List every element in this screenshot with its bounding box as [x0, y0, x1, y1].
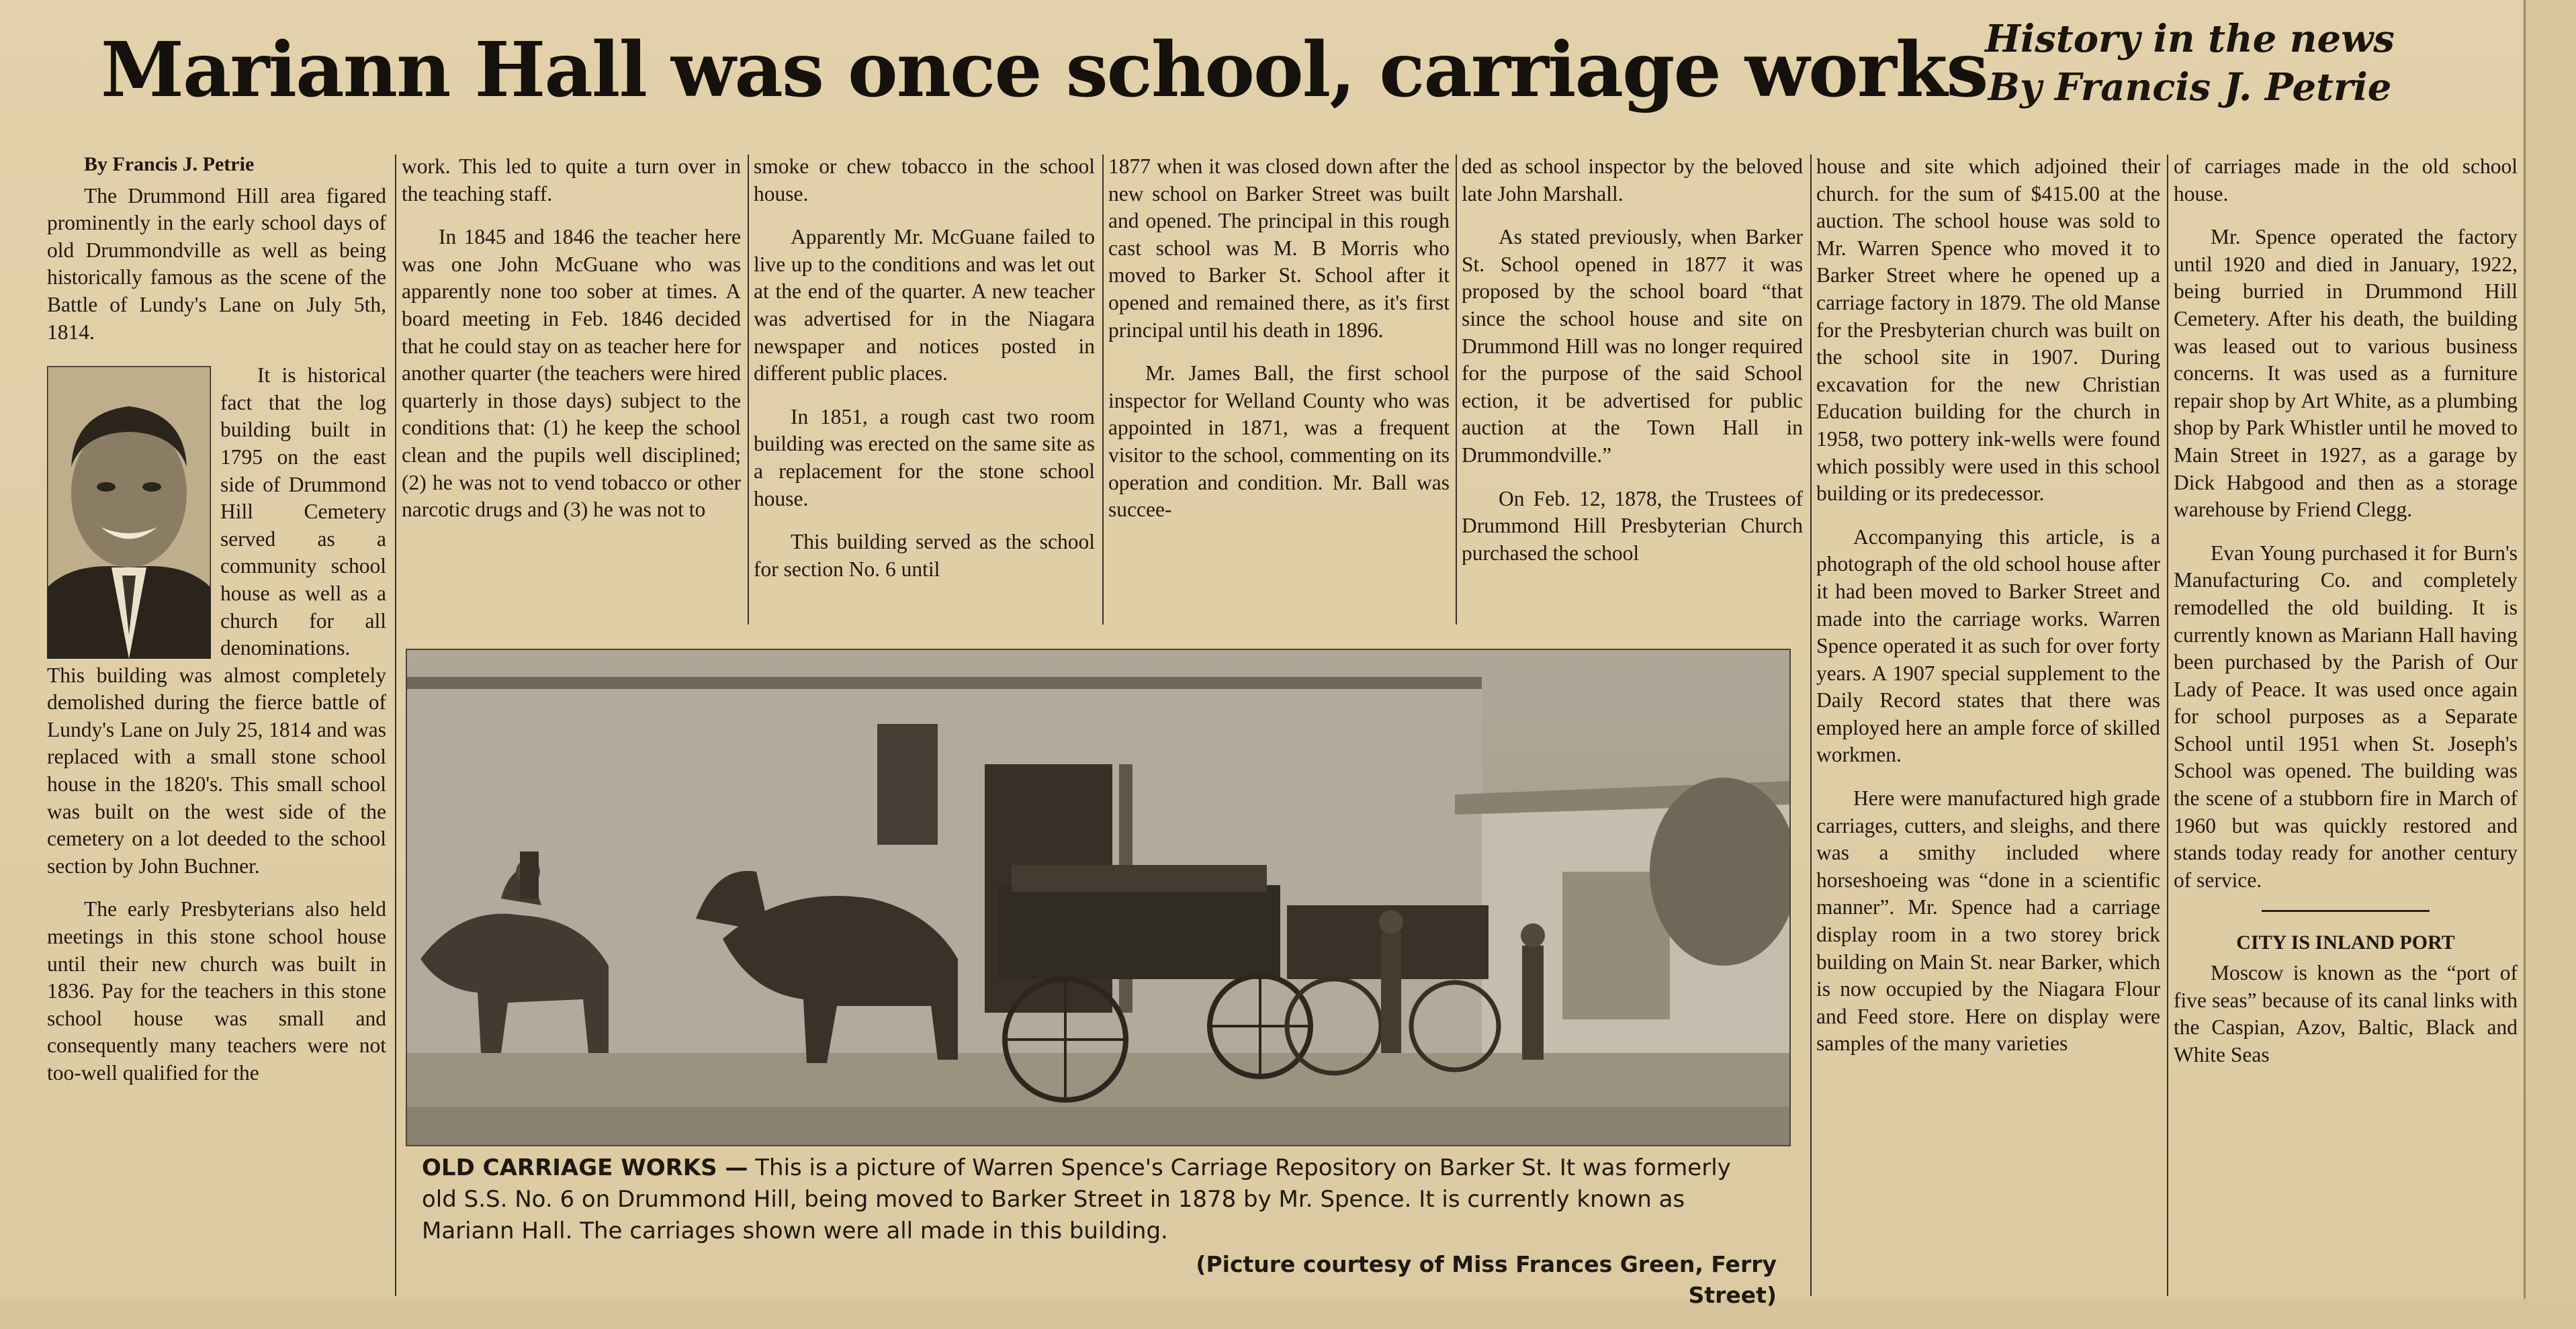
photo-caption — [422, 1152, 1772, 1247]
paragraph: smoke or chew tobacco in the school house. — [754, 154, 1095, 205]
paragraph: The Drummond Hill area figared prominently in the early school days of old Drummondville as well as being historically famous as the scene of the Battle of Lundy's Lane on July 5th, 1814. — [47, 183, 386, 344]
paragraph: This building served as the school for section No. 6 until — [754, 530, 1095, 581]
paragraph: The early Presbyterians also held meetings in this stone school house until their new church was built in 1836. Pay for the teachers in this stone school house was small and consequently many teachers were not too-well qualified for the — [47, 897, 386, 1085]
paragraph: of carriages made in the old school house. — [2174, 154, 2518, 205]
article-column-6 — [1816, 153, 2160, 1295]
kicker-title: History in the news — [1985, 17, 2395, 61]
brief-subhead: CITY IS INLAND PORT — [2236, 931, 2455, 954]
paragraph: In 1851, a rough cast two room building was erected on the same site as a replacement for the stone school house. — [754, 404, 1095, 510]
paragraph: work. This led to quite a turn over in the teaching staff. — [402, 154, 741, 205]
column-rule — [1102, 154, 1104, 625]
paragraph: In 1845 and 1846 the teacher here was one John McGuane who was apparently none too sober at times. A board meeting in Feb. 1846 decided that he could stay on as teacher here for another quarter (the teachers were hired quarterly in those days) subject to the conditions that: (1) he keep the school clean and the pupils well disciplined; (2) he was not to vend tobacco or other narcotic drugs and (3) he was not to — [402, 225, 741, 522]
column-rule — [748, 154, 749, 625]
column-rule — [1810, 154, 1812, 1296]
paragraph: It is historical fact that the log building built in 1795 on the east side of Drummond Hill Cemetery served as a community school house as well as a church for all denominations. This building was almost completely demolished during the fierce battle of Lundy's Lane on July 25, 1814 and was replaced with a small stone school house in the 1820's. This small school was built on the west side of the cemetery on a lot deeded to the school section by John Buchner. — [47, 363, 386, 878]
article-column-7 — [2174, 153, 2518, 1295]
column-rule — [1456, 154, 1457, 625]
paragraph: ded as school inspector by the beloved late John Marshall. — [1462, 154, 1803, 205]
paragraph: Mr. Spence operated the factory until 1920 and died in January, 1922, being burried in Drummond Hill Cemetery. After his death, the building was leased out to various business concerns. It was used as a furniture repair shop by Art White, as a plumbing shop by Park Whistler until he moved to Main Street in 1927, as a garage by Dick Habgood and then as a storage warehouse by Friend Clegg. — [2174, 225, 2518, 522]
article-column-1 — [47, 151, 386, 1293]
byline: By Francis J. Petrie — [84, 153, 255, 175]
paragraph: As stated previously, when Barker St. School opened in 1877 it was proposed by the school board “that since the school house and site on Drummond Hill was no longer required for the purpose of the said School ection, it be advertised for public auction at the Town Hall in Drummondville.” — [1462, 225, 1803, 467]
paragraph: Here were manufactured high grade carriages, cutters, and sleighs, and there was a smithy included where horseshoeing was “done in a scientific manner”. Mr. Spence had a carriage display room in a two storey brick building on Main St. near Barker, which is now occupied by the Niagara Flour and Feed store. Here on display were samples of the many varieties — [1816, 786, 2160, 1056]
article-column-3 — [754, 153, 1095, 625]
portrait-photo — [47, 366, 211, 659]
caption-text: This is a picture of Warren Spence's Carriage Repository on Barker St. It was formerly old S.S. No. 6 on Drummond Hill, being moved to Barker Street in 1878 by Mr. Spence. It is currently known as Mariann Hall. The carriages shown were all made in this building. — [422, 1154, 1731, 1244]
author-portrait — [47, 366, 211, 659]
paragraph: Accompanying this article, is a photograph of the old school house after it had been moved to Barker Street and made into the carriage works. Warren Spence operated it as such for over forty years. A 1907 special supplement to the Daily Record states that there was employed here an ample force of skilled workmen. — [1816, 524, 2160, 767]
paragraph: Evan Young purchased it for Burn's Manufacturing Co. and completely remodelled the old building. It is currently known as Mariann Hall having been purchased by the Parish of Our Lady of Peace. It was used once again for school purposes as a Separate School until 1951 when St. Joseph's School was opened. The building was the scene of a stubborn fire in March of 1960 but was quickly restored and stands today ready for another century of service. — [2174, 541, 2518, 892]
section-divider — [2262, 910, 2430, 912]
caption-heading: OLD CARRIAGE WORKS — — [422, 1154, 748, 1181]
column-rule — [395, 154, 396, 1296]
paragraph: 1877 when it was closed down after the new school on Barker Street was built and opened. The principal in this rough cast school was M. B Morris who moved to Barker St. School after it opened and remained there, as it's first principal until his death in 1896. — [1108, 154, 1450, 342]
paragraph: On Feb. 12, 1878, the Trustees of Drummond Hill Presbyterian Church purchased the school — [1462, 486, 1803, 565]
photo-credit: (Picture courtesy of Miss Frances Green, Ferry Street) — [1196, 1251, 1777, 1308]
paragraph: Mr. James Ball, the first school inspector for Welland County who was appointed in 1871, was a frequent visitor to the school, commenting on its operation and condition. Mr. Ball was succee- — [1108, 361, 1450, 522]
carriage-works-photo — [406, 649, 1791, 1146]
column-rule — [2167, 154, 2168, 1296]
headline: Mariann Hall was once school, carriage works — [101, 26, 1988, 114]
paragraph: house and site which adjoined their church. for the sum of $415.00 at the auction. The school house was sold to Mr. Warren Spence who moved it to Barker Street where he opened up a carriage factory in 1879. The old Manse for the Presbyterian church was built on the school site in 1907. During excavation for the new Christian Education building for the church in 1958, two pottery ink-wells were found which possibly were used in this school building or its predecessor. — [1816, 154, 2160, 506]
article-column-5 — [1462, 153, 1803, 625]
clipping-edge — [2524, 0, 2576, 1329]
paragraph: Apparently Mr. McGuane failed to live up to the conditions and was let out at the end of the quarter. A new teacher was advertised for in the Niagara newspaper and notices posted in different public places. — [754, 225, 1095, 385]
article-column-2 — [402, 153, 741, 625]
kicker-byline: By Francis J. Petrie — [1988, 65, 2392, 109]
column-kicker — [1935, 15, 2445, 111]
paragraph: Moscow is known as the “port of five seas” because of its canal links with the Caspian, Azov, Baltic, Black and White Seas — [2174, 961, 2518, 1066]
article-column-4 — [1108, 153, 1450, 625]
carriage-photo-image — [407, 650, 1789, 1145]
